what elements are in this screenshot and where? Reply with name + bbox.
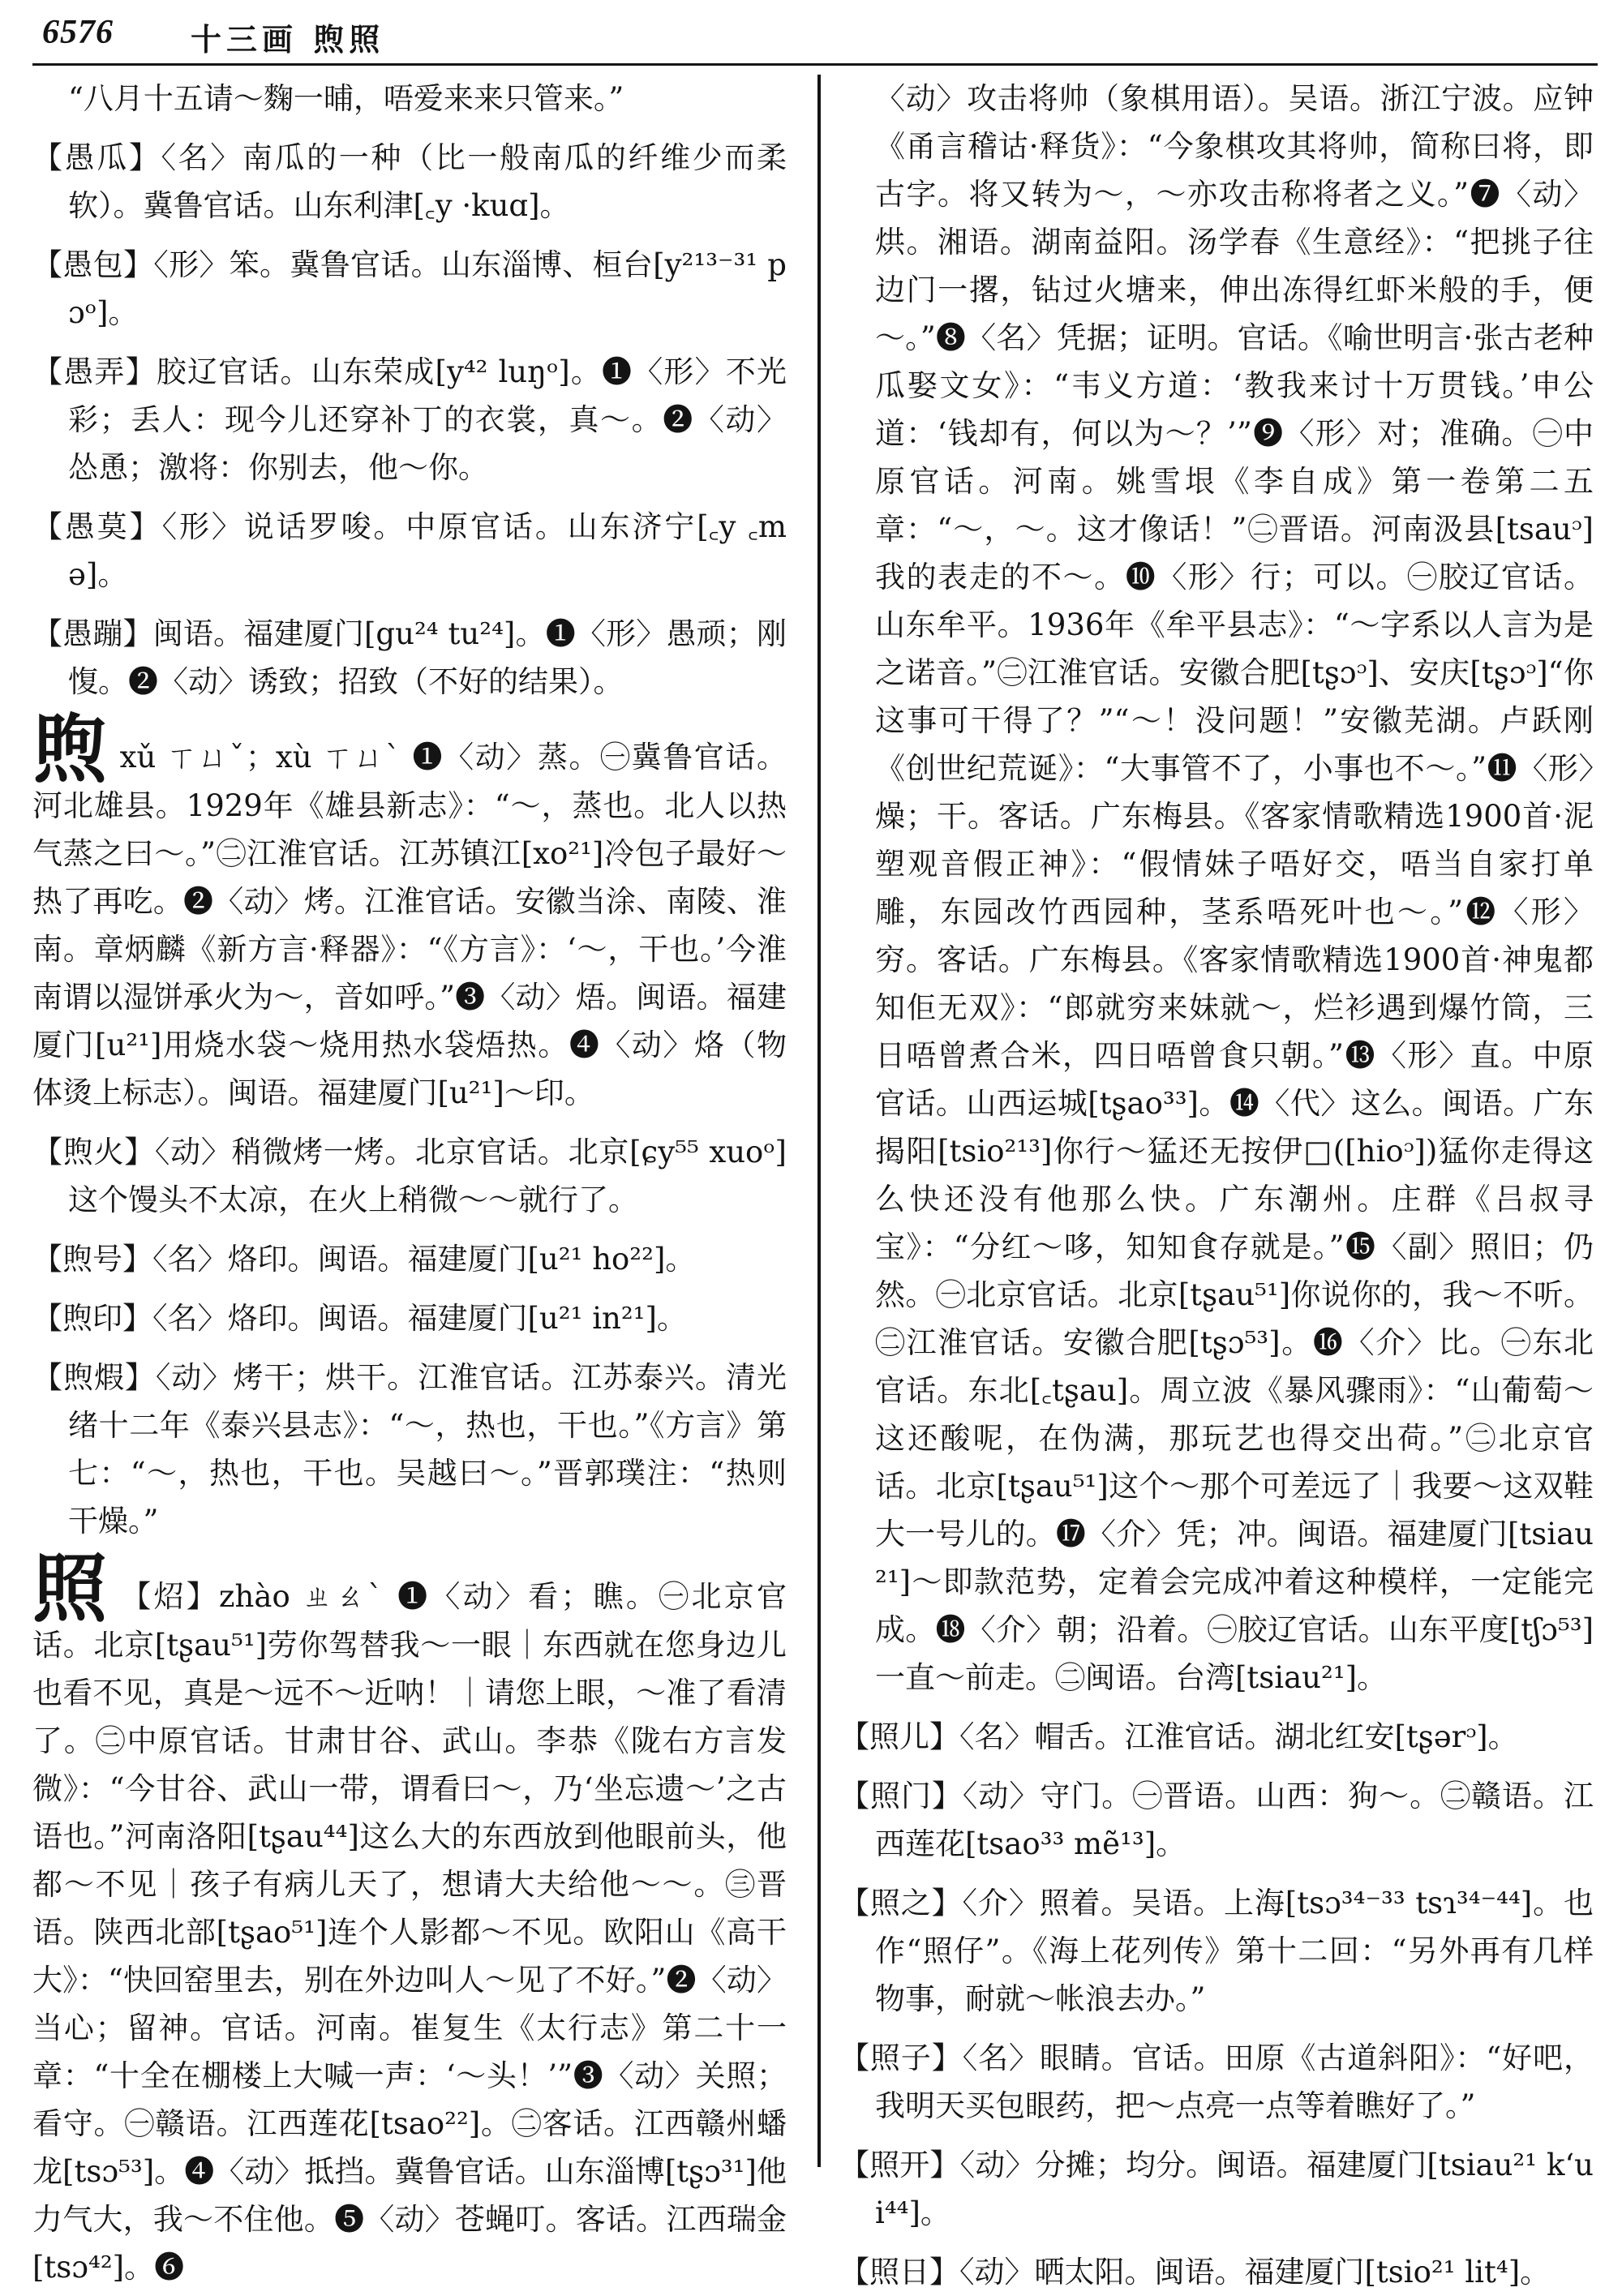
continued-text: “八月十五请～麴一晡，唔爱来来只管来。” xyxy=(68,81,624,116)
page-number: 6576 xyxy=(42,14,114,51)
dictionary-entry: 【愚莫】〈形〉说话罗唆。中原官话。山东济宁[꜀y ꜀mə]。 xyxy=(32,509,787,592)
dictionary-entry: 【照之】〈介〉照着。吴语。上海[tsɔ³⁴⁻³³ tsɿ³⁴⁻⁴⁴]。也作“照仔”。《海上花列传》第十二回：“另外再有几样物事，耐就～帐浪去办。” xyxy=(839,1886,1594,2016)
head-character-definition: xǔ ㄒㄩˇ；xù ㄒㄩˋ ❶〈动〉蒸。㊀冀鲁官话。河北雄县。1929年《雄县新志》：“～，蒸也。北人以热气蒸之曰～。”㊁江淮官话。江苏镇江[xo²¹]冷包子最好～热了再吃。❷〈动〉烤。江淮官话。安徽当涂、南陵、淮南。章炳麟《新方言·释器》：“《方言》：‘～，干也。’今淮南谓以湿饼承火为～，音如呼。”❸〈动〉焐。闽语。福建厦门[u²¹]用烧水袋～烧用热水袋焐热。❹〈动〉烙（物体烫上标志）。闽语。福建厦门[u²¹]～印。 xyxy=(32,740,787,1110)
dictionary-entry: 【煦印】〈名〉烙印。闽语。福建厦门[u²¹ in²¹]。 xyxy=(32,1301,687,1336)
dictionary-entry: 【愚包】〈形〉笨。冀鲁官话。山东淄博、桓台[y²¹³⁻³¹ pɔᵒ]。 xyxy=(32,247,787,330)
dictionary-entry: 【照子】〈名〉眼睛。官话。田原《古道斜阳》：“好吧，我明天买包眼药，把～点亮一点等着瞧好了。” xyxy=(839,2041,1594,2123)
head-character-entry xyxy=(32,1545,787,2291)
right-column xyxy=(839,75,1594,2290)
dictionary-entry: 【照门】〈动〉守门。㊀晋语。山西：狗～。㊁赣语。江西莲花[tsao³³ mẽ¹³]。 xyxy=(839,1779,1594,1861)
page-header xyxy=(32,10,1598,66)
dictionary-entry: 【煦煆】〈动〉烤干；烘干。江淮官话。江苏泰兴。清光绪十二年《泰兴县志》：“～，热也，干也。”《方言》第七：“～，热也，干也。吴越曰～。”晋郭璞注：“热则干燥。” xyxy=(32,1360,787,1539)
dictionary-entry: 【照日】〈动〉晒太阳。闽语。福建厦门[tsio²¹ lit⁴]。 xyxy=(839,2255,1551,2290)
continued-text: 〈动〉攻击将帅（象棋用语）。吴语。浙江宁波。应钟《甬言稽诂·释货》：“今象棋攻其将帅，简称曰将，即古字。将又转为～，～亦攻击称将者之义。”❼〈动〉烘。湘语。湖南益阳。汤学春《生意经》：“把挑子往边门一撂，钻过火塘来，伸出冻得红虾米般的手，便～。”❽〈名〉凭据；证明。官话。《喻世明言·张古老种瓜娶文女》：“韦义方道：‘教我来讨十万贯钱。’申公道：‘钱却有，何以为～？’”❾〈形〉对；准确。㊀中原官话。河南。姚雪垠《李自成》第一卷第二五章：“～，～。这才像话！”㊁晋语。河南汲县[tsauᵓ]我的表走的不～。❿〈形〉行；可以。㊀胶辽官话。山东牟平。1936年《牟平县志》：“～字系以人言为是之诺音。”㊁江淮官话。安徽合肥[tʂɔᵓ]、安庆[tʂɔᵓ]“你这事可干得了？”“～！没问题！”安徽芜湖。卢跃刚《创世纪荒诞》：“大事管不了，小事也不～。”⓫〈形〉燥；干。客话。广东梅县。《客家情歌精选1900首·泥塑观音假正神》：“假情妹子唔好交，唔当自家打单雕，东园改竹西园种，茎系唔死叶也～。”⓬〈形〉穷。客话。广东梅县。《客家情歌精选1900首·神鬼都知佢无双》：“郎就穷来妹就～，烂衫遇到爆竹筒，三日唔曾煮合米，四日唔曾食只朝。”⓭〈形〉直。中原官话。山西运城[tʂao³³]。⓮〈代〉这么。闽语。广东揭阳[tsio²¹³]你行～猛还无按伊□([hioᵓ])猛你走得这么快还没有他那么快。广东潮州。庄群《吕叔寻宝》：“分红～哆，知知食存就是。”⓯〈副〉照旧；仍然。㊀北京官话。北京[tʂau⁵¹]你说你的，我～不听。㊁江淮官话。安徽合肥[tʂɔ⁵³]。⓰〈介〉比。㊀东北官话。东北[꜀tʂau]。周立波《暴风骤雨》：“山葡萄～这还酸呢，在伪满，那玩艺也得交出荷。”㊁北京官话。北京[tʂau⁵¹]这个～那个可差远了｜我要～这双鞋大一号儿的。⓱〈介〉凭；冲。闽语。福建厦门[tsiau²¹]～即款范势，定着会完成冲着这种模样，一定能完成。⓲〈介〉朝；沿着。㊀胶辽官话。山东平度[tʃɔ⁵³]一直～前走。㊁闽语。台湾[tsiau²¹]。 xyxy=(875,81,1594,1695)
head-character: 照 xyxy=(32,1545,110,1633)
left-column xyxy=(32,75,787,2285)
dictionary-entry: 【愚瓜】〈名〉南瓜的一种（比一般南瓜的纤维少而柔软）。冀鲁官话。山东利津[꜀y ·kuɑ]。 xyxy=(32,140,787,223)
dictionary-entry: 【照儿】〈名〉帽舌。江淮官话。湖北红安[tʂərᵓ]。 xyxy=(839,1719,1518,1754)
column-divider xyxy=(817,75,821,2167)
dictionary-entry: 【愚弄】胶辽官话。山东荣成[y⁴² luŋᵒ]。❶〈形〉不光彩；丢人：现今儿还穿补丁的衣裳，真～。❷〈动〉怂恿；激将：你别去，他～你。 xyxy=(32,354,787,485)
head-character-entry xyxy=(32,706,787,1117)
dictionary-entry: 【愚蹦】闽语。福建厦门[gu²⁴ tu²⁴]。❶〈形〉愚顽；刚愎。❷〈动〉诱致；招致（不好的结果）。 xyxy=(32,616,787,699)
dictionary-entry: 【煦火】〈动〉稍微烤一烤。北京官话。北京[ɕy⁵⁵ xuoᵒ]这个馒头不太凉，在火上稍微～～就行了。 xyxy=(32,1135,787,1217)
head-character-definition: 【炤】zhào ㄓㄠˋ ❶〈动〉看；瞧。㊀北京官话。北京[tʂau⁵¹]劳你驾替我～一眼｜东西就在您身边儿也看不见，真是～远不～近呐！｜请您上眼，～准了看清了。㊁中原官话。甘肃甘谷、武山。李恭《陇右方言发微》：“今甘谷、武山一带，谓看曰～，乃‘坐忘遗～’之古语也。”河南洛阳[tʂau⁴⁴]这么大的东西放到他眼前头，他都～不见｜孩子有病儿天了，想请大夫给他～～。㊂晋语。陕西北部[tʂao⁵¹]连个人影都～不见。欧阳山《高干大》：“快回窑里去，别在外边叫人～见了不好。”❷〈动〉当心；留神。官话。河南。崔复生《太行志》第二十一章：“十全在棚楼上大喊一声：‘～头！’”❸〈动〉关照；看守。㊀赣语。江西莲花[tsao²²]。㊁客话。江西赣州蟠龙[tsɔ⁵³]。❹〈动〉抵挡。冀鲁官话。山东淄博[tʂɔ³¹]他力气大，我～不住他。❺〈动〉苍蝇叮。客话。江西瑞金[tsɔ⁴²]。❻ xyxy=(32,1579,787,2285)
dictionary-entry: 【煦号】〈名〉烙印。闽语。福建厦门[u²¹ ho²²]。 xyxy=(32,1242,696,1277)
head-character: 煦 xyxy=(32,706,109,793)
dictionary-entry: 【照开】〈动〉分摊；均分。闽语。福建厦门[tsiau²¹ k‘ui⁴⁴]。 xyxy=(839,2148,1594,2230)
running-title: 十三画 煦照 xyxy=(191,21,385,58)
